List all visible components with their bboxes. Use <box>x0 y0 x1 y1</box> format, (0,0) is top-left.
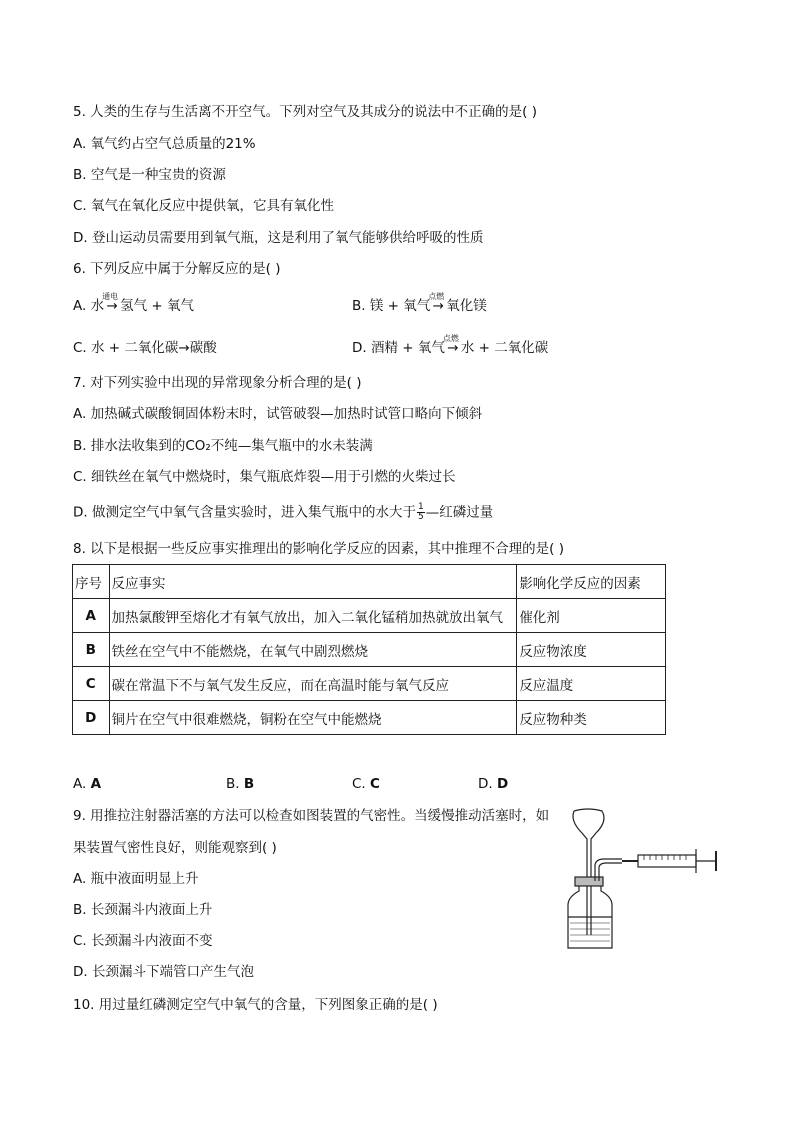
syringe-barrel <box>638 855 696 867</box>
q9-stem-line1: 9. 用推拉注射器活塞的方法可以检查如图装置的气密性。当缓慢推动活塞时，如 <box>73 808 550 824</box>
q9-stem-line2: 果装置气密性良好，则能观察到( ) <box>73 840 277 856</box>
row-id: C <box>73 667 110 701</box>
table-row <box>73 667 666 701</box>
q6-d-product: 水 + 二氧化碳 <box>460 340 549 356</box>
q6-a-product: 氢气 + 氧气 <box>120 298 194 314</box>
syringe-graduations <box>644 855 686 860</box>
q10-stem: 10. 用过量红磷测定空气中氧气的含量，下列图象正确的是( ) <box>73 997 438 1013</box>
q6-b-reactant: B. 镁 + 氧气 <box>352 298 431 314</box>
reaction-facts-table <box>72 564 666 735</box>
q5-option-a: A. 氧气约占空气总质量的21% <box>73 136 256 152</box>
row-factor: 反应物浓度 <box>517 633 666 667</box>
q6-option-b <box>352 292 487 315</box>
row-id: B <box>73 633 110 667</box>
reaction-arrow: 点燃 → <box>445 339 461 357</box>
row-id: D <box>73 701 110 735</box>
row-fact: 加热氯酸钾至熔化才有氧气放出，加入二氧化锰稍加热就放出氧气 <box>109 599 517 633</box>
q5-stem: 5. 人类的生存与生活离不开空气。下列对空气及其成分的说法中不正确的是( ) <box>73 104 537 120</box>
table-row <box>73 701 666 735</box>
row-fact: 铁丝在空气中不能燃烧，在氧气中剧烈燃烧 <box>109 633 517 667</box>
header-factor: 影响化学反应的因素 <box>517 565 666 599</box>
q8-option-c: C. C <box>352 776 380 792</box>
q9-option-c: C. 长颈漏斗内液面不变 <box>73 933 213 949</box>
fraction <box>417 503 425 522</box>
fraction-denominator: 5 <box>417 512 424 522</box>
q7-d-tail: —红磷过量 <box>425 504 494 521</box>
q7-option-c: C. 细铁丝在氧气中燃烧时，集气瓶底炸裂—用于引燃的火柴过长 <box>73 469 456 485</box>
row-factor: 催化剂 <box>517 599 666 633</box>
table-row <box>73 633 666 667</box>
q9-option-a: A. 瓶中液面明显上升 <box>73 871 199 887</box>
reaction-arrow: 点燃 → <box>430 297 446 315</box>
reaction-condition: 点燃 <box>442 334 459 343</box>
q6-stem: 6. 下列反应中属于分解反应的是( ) <box>73 261 281 277</box>
q8-option-d: D. D <box>478 776 509 792</box>
row-id: A <box>73 599 110 633</box>
fraction-numerator: 1 <box>417 502 424 512</box>
q6-a-reactant: A. 水 <box>73 298 105 314</box>
q7-option-d <box>73 503 493 522</box>
q6-d-reactant: D. 酒精 + 氧气 <box>352 340 445 356</box>
q8-option-a: A. A <box>73 776 102 792</box>
table-header-row <box>73 565 666 599</box>
row-fact: 碳在常温下不与氧气发生反应，而在高温时能与氧气反应 <box>109 667 517 701</box>
header-fact: 反应事实 <box>109 565 517 599</box>
liquid-hatching <box>570 923 610 941</box>
q7-d-text: D. 做测定空气中氧气含量实验时，进入集气瓶中的水大于 <box>73 504 416 521</box>
q6-option-d <box>352 334 549 357</box>
reaction-condition: 通电 <box>102 292 119 301</box>
q7-option-a: A. 加热碱式碳酸铜固体粉末时，试管破裂—加热时试管口略向下倾斜 <box>73 406 483 422</box>
reaction-arrow: 通电 → <box>104 297 120 315</box>
q5-option-d: D. 登山运动员需要用到氧气瓶，这是利用了氧气能够供给呼吸的性质 <box>73 230 484 246</box>
q7-option-b: B. 排水法收集到的CO₂不纯—集气瓶中的水未装满 <box>73 438 373 454</box>
reaction-condition: 点燃 <box>428 292 445 301</box>
airtightness-apparatus-figure <box>560 805 730 955</box>
q6-b-product: 氧化镁 <box>446 298 487 314</box>
table-row <box>73 599 666 633</box>
q6-option-a <box>73 292 194 315</box>
q9-option-b: B. 长颈漏斗内液面上升 <box>73 902 213 918</box>
q5-option-c: C. 氧气在氧化反应中提供氧，它具有氧化性 <box>73 198 335 214</box>
q9-option-d: D. 长颈漏斗下端管口产生气泡 <box>73 964 254 980</box>
header-serial: 序号 <box>73 565 110 599</box>
q5-option-b: B. 空气是一种宝贵的资源 <box>73 167 226 183</box>
q6-option-c: C. 水 + 二氧化碳→碳酸 <box>73 340 217 356</box>
q8-stem: 8. 以下是根据一些反应事实推理出的影响化学反应的因素，其中推理不合理的是( ) <box>73 541 564 557</box>
row-fact: 铜片在空气中很难燃烧，铜粉在空气中能燃烧 <box>109 701 517 735</box>
row-factor: 反应物种类 <box>517 701 666 735</box>
funnel-bulb <box>574 809 604 841</box>
q7-stem: 7. 对下列实验中出现的异常现象分析合理的是( ) <box>73 375 362 391</box>
q8-option-b: B. B <box>226 776 255 792</box>
row-factor: 反应温度 <box>517 667 666 701</box>
